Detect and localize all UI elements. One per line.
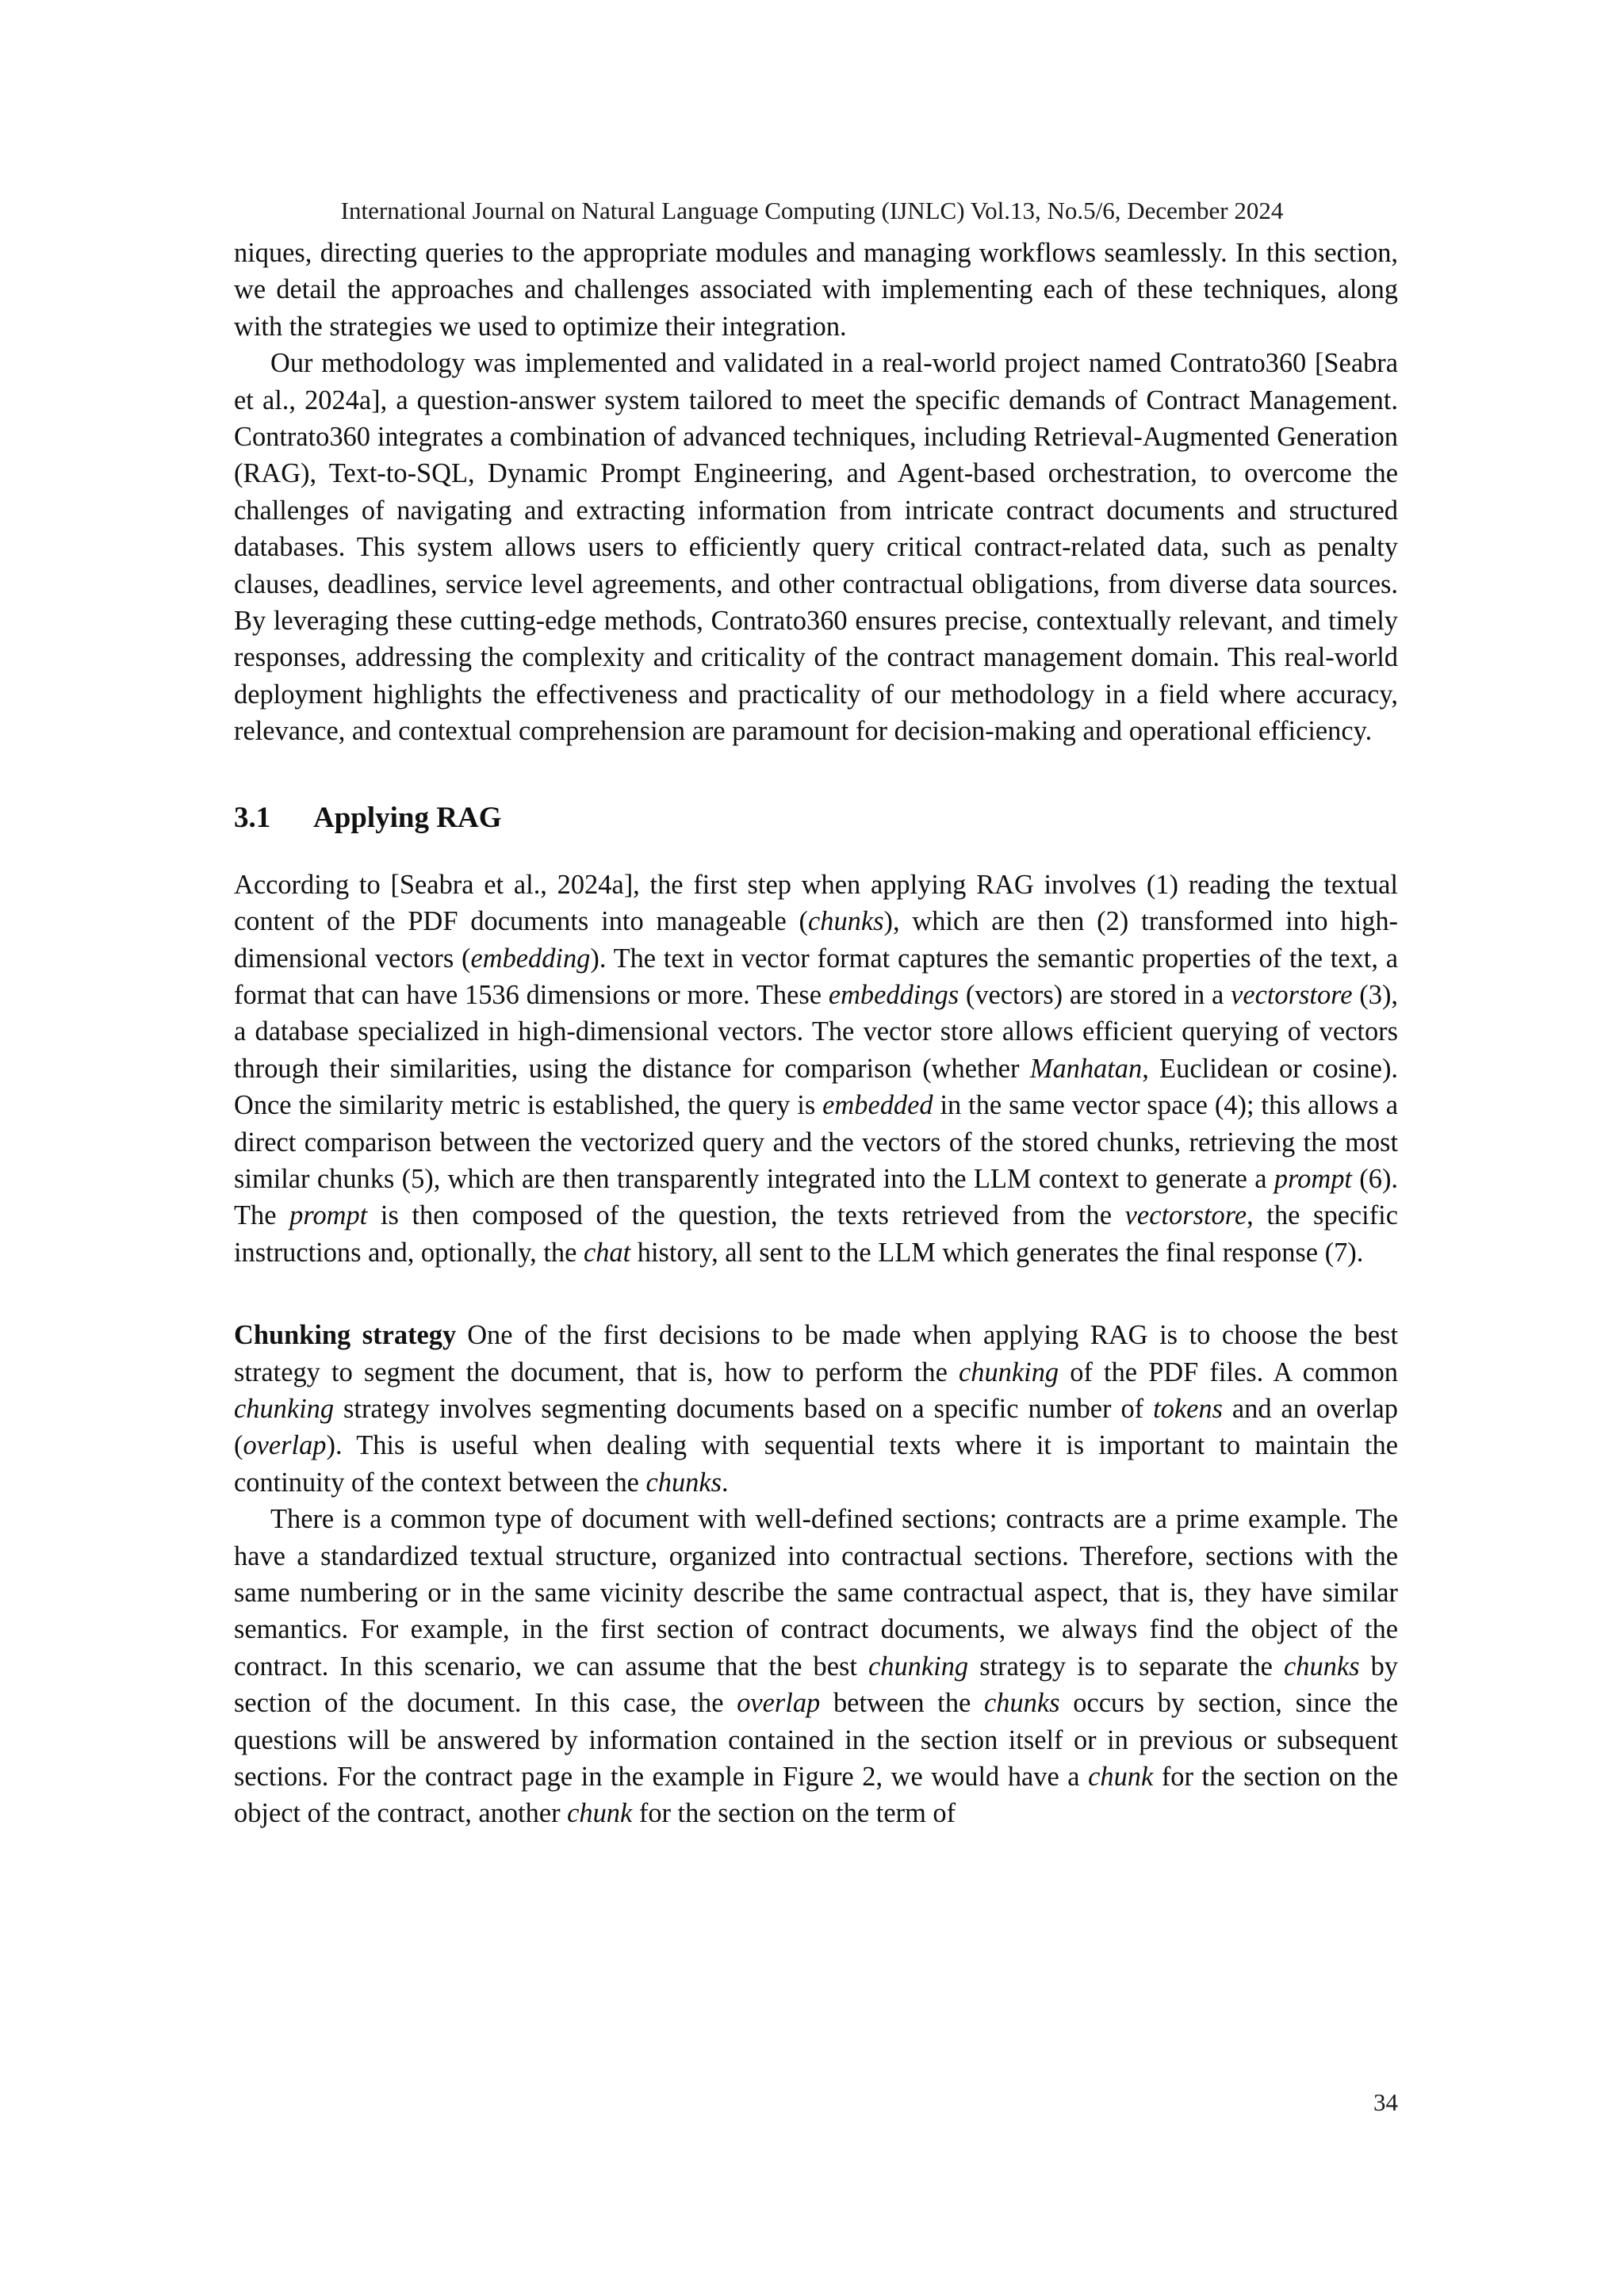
text-run: One of the first decisions to be made when applying RAG is to choose the best strategy to segment the document, that is, how to perform the — [234, 1320, 1398, 1387]
text-run: ). The text in vector format captures the semantic properties of the text, a format that can have 1536 dimensions or more. These — [234, 943, 1398, 1010]
italic-term: overlap — [243, 1430, 327, 1461]
italic-term: chunk — [567, 1798, 633, 1829]
italic-term: chunks — [1283, 1651, 1360, 1682]
text-run: According to [Seabra et al., 2024a], the first step when applying RAG involves (1) reading the textual content of the PDF documents into manageable ( — [234, 869, 1398, 937]
text-run: is then composed of the question, the texts retrieved from the — [367, 1200, 1125, 1231]
text-run: There is a common type of document with well-defined sections; contracts are a prime example. The have a standardized textual structure, organized into contractual sections. Therefore, sections with the same numbering or in the same vicinity describe the same contractual aspect, that is, they have similar semantics. For example, in the first section of contract documents, we always find the object of the contract. In this scenario, we can assume that the best — [234, 1504, 1398, 1682]
italic-term: chunk — [1088, 1762, 1154, 1793]
italic-term: chunking — [234, 1393, 335, 1424]
text-run: , the specific instructions and, optionally, the — [234, 1200, 1398, 1268]
page-body — [234, 235, 1398, 1832]
italic-term: chunks — [984, 1688, 1060, 1719]
running-header: International Journal on Natural Language Computing (IJNLC) Vol.13, No.5/6, December 2024 — [340, 197, 1284, 224]
text-run: strategy is to separate the — [968, 1651, 1284, 1682]
italic-term: chunking — [959, 1357, 1059, 1387]
italic-term: embedded — [822, 1090, 933, 1121]
text-run: (6). The — [234, 1163, 1398, 1231]
intro-paragraph-1: niques, directing queries to the appropriate modules and managing workflows seamlessly. In this section, we detail the approaches and challenges associated with implementing each of these techniques, along with the strategies we used to optimize their integration. — [234, 238, 1398, 342]
text-run: by section of the document. In this case, the — [234, 1651, 1398, 1719]
italic-term: prompt — [289, 1200, 368, 1231]
text-run: , Euclidean or cosine). Once the similarity metric is established, the query is — [234, 1053, 1398, 1121]
italic-term: vectorstore — [1231, 979, 1353, 1010]
text-run: ), which are then (2) transformed into high-dimensional vectors ( — [234, 906, 1398, 974]
chunking-paragraph-2 — [234, 1501, 1398, 1832]
paragraph-spacer — [234, 1271, 1398, 1317]
italic-term: chunking — [868, 1651, 969, 1682]
italic-term: chat — [583, 1237, 631, 1268]
italic-term: chunks — [645, 1467, 722, 1498]
text-run: ). This is useful when dealing with sequential texts where it is important to maintain the continuity of the context between the — [234, 1430, 1398, 1498]
text-run: occurs by section, since the questions will be answered by information contained in the section itself or in previous or subsequent sections. For the contract page in the example in Figure 2, we would have a — [234, 1688, 1398, 1793]
intro-paragraph-2: Our methodology was implemented and validated in a real-world project named Contrato360 [Seabra et al., 2024a], a question-answer system tailored to meet the specific demands of Contract Management. Contrato360 integrates a combination of advanced techniques, including Retrieval-Augmented Generation (RAG), Text-to-SQL, Dynamic Prompt Engineering, and Agent-based orchestration, to overcome the challenges of navigating and extracting information from intricate contract documents and structured databases. This system allows users to efficiently query critical contract-related data, such as penalty clauses, deadlines, service level agreements, and other contractual obligations, from diverse data sources. By leveraging these cutting-edge methods, Contrato360 ensures precise, contextually relevant, and timely responses, addressing the complexity and criticality of the contract management domain. This real-world deployment highlights the effectiveness and practicality of our methodology in a field where accuracy, relevance, and contextual comprehension are paramount for decision-making and operational efficiency. — [234, 348, 1398, 747]
rag-paragraph — [234, 867, 1398, 1271]
text-run: between the — [820, 1688, 985, 1719]
text-run: and an overlap ( — [234, 1393, 1399, 1461]
text-run: strategy involves segmenting documents based on a specific number of — [334, 1393, 1154, 1424]
text-run: of the PDF files. A common — [1059, 1357, 1398, 1387]
italic-term: embeddings — [828, 979, 959, 1010]
text-run: (3), a database specialized in high-dimensional vectors. The vector store allows efficient querying of vectors through their similarities, using the distance for comparison (whether — [234, 979, 1398, 1084]
text-run: in the same vector space (4); this allows a direct comparison between the vectorized query and the vectors of the stored chunks, retrieving the most similar chunks (5), which are then transparently integrated into the LLM context to generate a — [234, 1090, 1399, 1194]
italic-term: Manhatan — [1029, 1053, 1143, 1084]
text-run: for the section on the term of — [632, 1798, 956, 1829]
italic-term: overlap — [737, 1688, 821, 1719]
italic-term: vectorstore — [1124, 1200, 1247, 1231]
text-run: . — [722, 1467, 729, 1498]
text-run: for the section on the object of the contract, another — [234, 1762, 1399, 1829]
chunking-heading: Chunking strategy — [234, 1320, 457, 1351]
section-number: 3.1 — [234, 801, 271, 834]
italic-term: tokens — [1153, 1393, 1223, 1424]
text-run: history, all sent to the LLM which generates the final response (7). — [630, 1237, 1364, 1268]
italic-term: prompt — [1274, 1163, 1352, 1194]
chunking-paragraph-1 — [234, 1317, 1398, 1501]
text-run: (vectors) are stored in a — [959, 979, 1231, 1010]
italic-term: chunks — [808, 906, 884, 937]
page-number: 34 — [1373, 2088, 1398, 2116]
section-title: Applying RAG — [313, 801, 502, 834]
italic-term: embedding — [470, 943, 591, 974]
section-heading — [234, 800, 1398, 836]
